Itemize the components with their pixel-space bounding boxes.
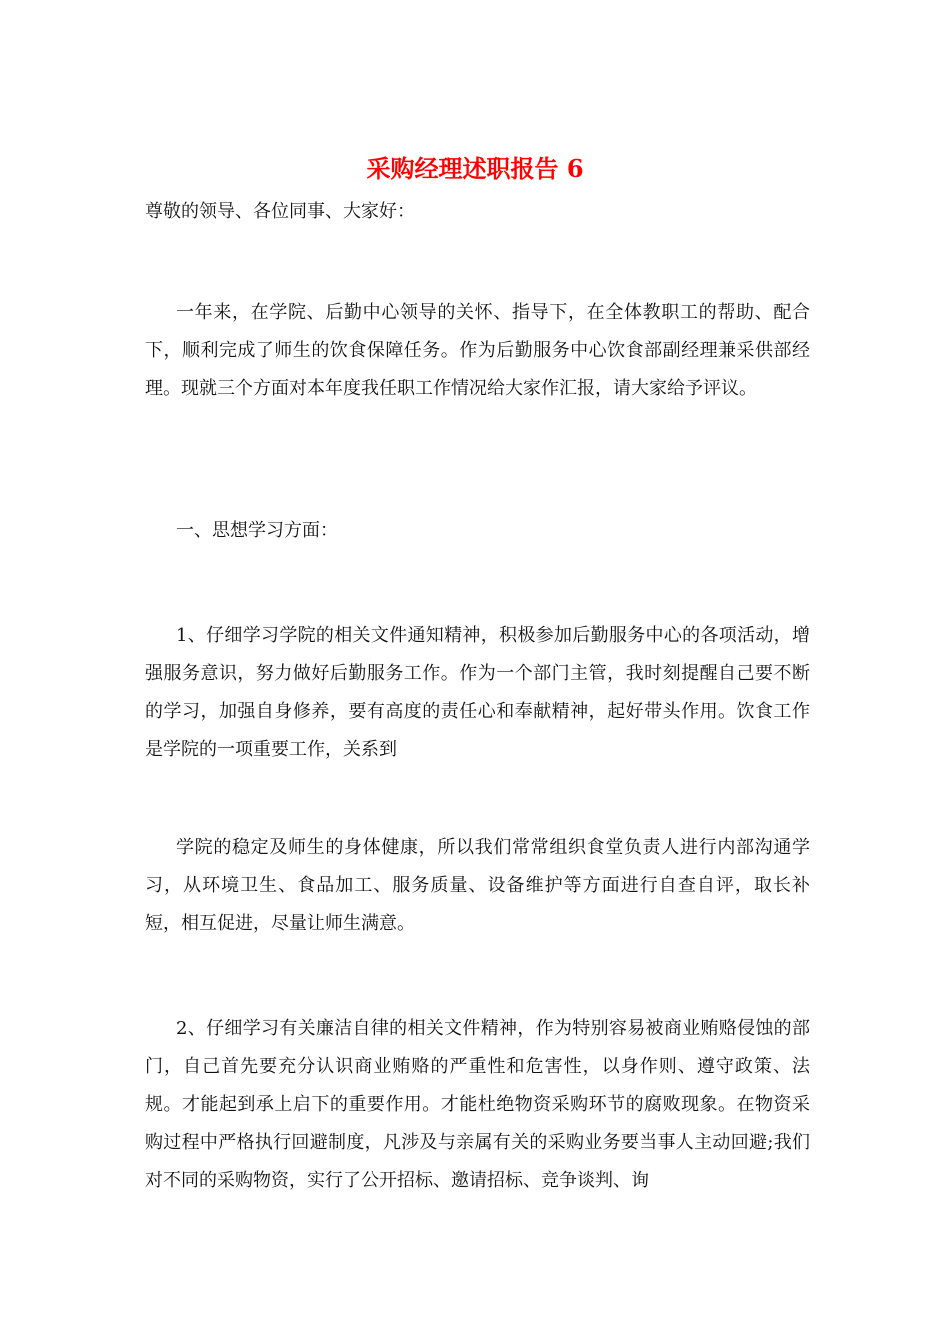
- paragraph-item-2: 2、仔细学习有关廉洁自律的相关文件精神，作为特别容易被商业贿赂侵蚀的部门，自己首先要充分认识商业贿赂的严重性和危害性，以身作则、遵守政策、法规。才能起到承上启下的重要作用。才能杜绝物资采购环节的腐败现象。在物资采购过程中严格执行回避制度，凡涉及与亲属有关的采购业务要当事人主动回避;我们对不同的采购物资，实行了公开招标、邀请招标、竞争谈判、询: [145, 1018, 810, 1191]
- intro-paragraph: 一年来，在学院、后勤中心领导的关怀、指导下，在全体教职工的帮助、配合下，顺利完成了师生的饮食保障任务。作为后勤服务中心饮食部副经理兼采供部经理。现就三个方面对本年度我任职工作情况给大家作汇报，请大家给予评议。: [145, 302, 810, 399]
- section-heading-thought-study: 一、思想学习方面：: [176, 520, 338, 541]
- document-title: 采购经理述职报告 6: [366, 154, 584, 183]
- greeting-line: 尊敬的领导、各位同事、大家好：: [145, 201, 415, 222]
- paragraph-item-1: 1、仔细学习学院的相关文件通知精神，积极参加后勤服务中心的各项活动，增强服务意识，努力做好后勤服务工作。作为一个部门主管，我时刻提醒自己要不断的学习，加强自身修养，要有高度的责任心和奉献精神，起好带头作用。饮食工作是学院的一项重要工作，关系到: [145, 625, 810, 760]
- paragraph-continuation: 学院的稳定及师生的身体健康，所以我们常常组织食堂负责人进行内部沟通学习，从环境卫生、食品加工、服务质量、设备维护等方面进行自查自评，取长补短，相互促进，尽量让师生满意。: [145, 837, 810, 934]
